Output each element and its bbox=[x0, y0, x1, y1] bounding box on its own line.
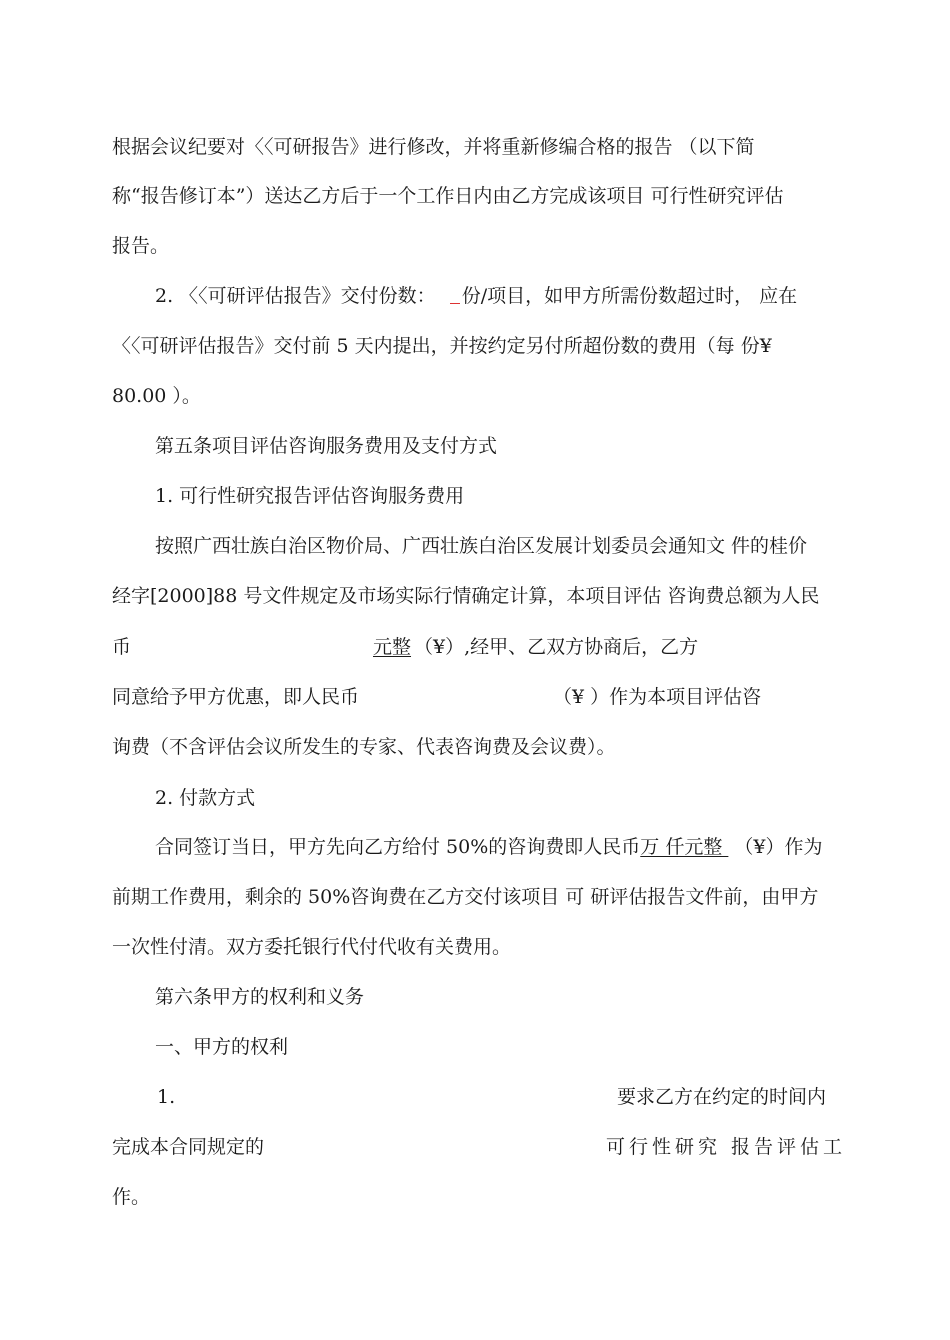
section-heading: 第六条甲方的权利和义务 bbox=[155, 986, 365, 1008]
amount-blank: 元整 bbox=[373, 636, 412, 658]
clause-number: 1. bbox=[157, 1086, 176, 1108]
sub-heading: 1. 可行性研究报告评估咨询服务费用 bbox=[155, 485, 465, 507]
paragraph-line bbox=[155, 833, 822, 861]
paragraph-text: 要求乙方在约定的时间内 bbox=[617, 1086, 827, 1108]
clause-text: 2. 〈〈可研评估报告》交付份数： bbox=[155, 285, 436, 307]
paragraph-text: （¥ ）作为本项目评估咨 bbox=[553, 686, 762, 708]
paragraph-line: 80.00 ）。 bbox=[112, 385, 201, 407]
paragraph-text: 同意给予甲方优惠，即人民币 bbox=[112, 686, 360, 708]
paragraph-line: 前期工作费用，剩余的 50%咨询费在乙方交付该项目 可 研评估报告文件前，由甲方 bbox=[112, 886, 819, 908]
paragraph-text: 可行性研究 报告评估工 bbox=[606, 1136, 847, 1158]
sub-heading: 一、甲方的权利 bbox=[155, 1036, 289, 1058]
paragraph-line bbox=[155, 282, 797, 310]
paragraph-text: 完成本合同规定的 bbox=[112, 1136, 265, 1158]
amount-blank: 万 仟元整 bbox=[640, 836, 729, 858]
paragraph-line: 询费（不含评估会议所发生的专家、代表咨询费及会议费）。 bbox=[112, 736, 616, 758]
paragraph-text: 合同签订当日，甲方先向乙方给付 50%的咨询费即人民币 bbox=[155, 836, 641, 858]
sub-heading: 2. 付款方式 bbox=[155, 787, 256, 809]
paragraph-line: 经字[2000]88 号文件规定及市场实际行情确定计算，本项目评估 咨询费总额为人民 bbox=[112, 585, 820, 607]
paragraph-line: 一次性付清。双方委托银行代付代收有关费用。 bbox=[112, 936, 512, 958]
paragraph-line: 根据会议纪要对〈〈可研报告》进行修改，并将重新修编合格的报告 （以下简 bbox=[112, 136, 755, 158]
blank-field bbox=[450, 285, 460, 304]
paragraph-line: 按照广西壮族白治区物价局、广西壮族白治区发展计划委员会通知文 件的桂价 bbox=[155, 535, 808, 557]
paragraph-line: 〈〈可研评估报告》交付前 5 天内提出，并按约定另付所超份数的费用（每 份¥ bbox=[112, 335, 772, 357]
paragraph-line: 称“报告修订本”）送达乙方后于一个工作日内由乙方完成该项目 可行性研究评估 bbox=[112, 185, 784, 207]
section-heading: 第五条项目评估咨询服务费用及支付方式 bbox=[155, 435, 498, 457]
paragraph-text: （¥）,经甲、乙双方协商后，乙方 bbox=[414, 636, 699, 658]
paragraph-text: 币 bbox=[112, 636, 132, 658]
clause-text: 份/项目，如甲方所需份数超过时， 应在 bbox=[461, 285, 798, 307]
paragraph-line: 作。 bbox=[112, 1186, 151, 1208]
paragraph-line: 报告。 bbox=[112, 235, 170, 257]
paragraph-text: （¥）作为 bbox=[734, 836, 823, 858]
